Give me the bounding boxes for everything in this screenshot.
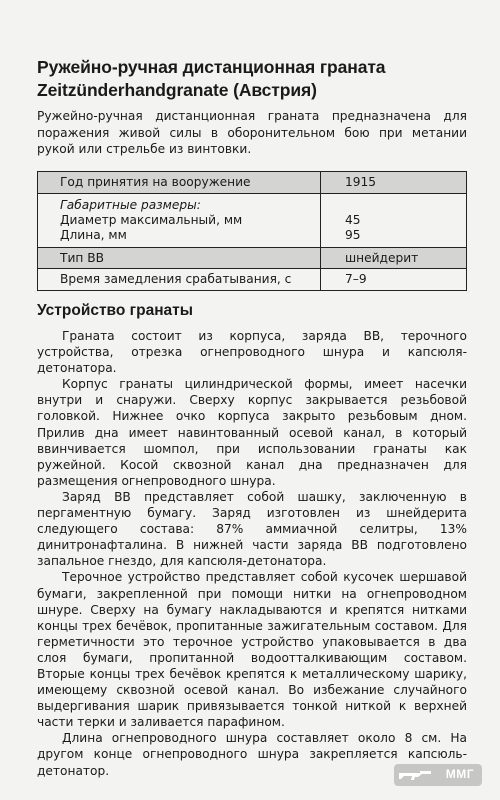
length-value: 95 [345, 228, 361, 242]
table-row-delay [38, 269, 466, 291]
delay-label: Время замедления срабатывания, с [60, 272, 292, 286]
length-label: Длина, мм [60, 228, 127, 242]
explosive-label: Тип ВВ [60, 251, 104, 265]
table-row-year [38, 172, 466, 194]
paragraph: Длина огнепроводного шнура составляет около 8 см. На другом конце огнепроводного шнура закрепляется капсюль-детонатор. [37, 731, 467, 778]
page-title [37, 56, 477, 102]
title-line-russian: Ружейно-ручная дистанционная граната [37, 57, 386, 77]
title-line-german: Zeitzünderhandgranate (Австрия) [37, 80, 317, 100]
intro-paragraph: Ружейно-ручная дистанционная граната предназначена для поражения живой силы в оборонительном бою при метании рукой или стрельбе из винтовки. [37, 109, 467, 156]
table-column-divider [320, 172, 321, 290]
section-body [37, 328, 467, 779]
explosive-value: шнейдерит [345, 251, 419, 265]
rifle-icon [398, 768, 432, 782]
section-heading: Устройство гранаты [37, 302, 194, 319]
delay-value: 7–9 [345, 272, 367, 286]
table-row-dimensions [38, 194, 466, 248]
specs-table [37, 171, 467, 291]
table-row-explosive [38, 248, 466, 269]
paragraph: Заряд ВВ представляет собой шашку, заключенную в пергаментную бумагу. Заряд изготовлен из шнейдерита следующего состава: 87% аммиачной селитры, 13% динитронафталина. В нижней части заряда ВВ подготовлено запальное гнездо, для капсюля-детонатора. [37, 489, 467, 569]
watermark-text: ММГ [445, 767, 474, 781]
paragraph: Граната состоит из корпуса, заряда ВВ, терочного устройства, отрезка огнепроводного шнура и капсюля-детонатора. [37, 329, 467, 376]
year-label: Год принятия на вооружение [60, 175, 251, 189]
diameter-label: Диаметр максимальный, мм [60, 213, 243, 227]
site-watermark [394, 764, 482, 786]
paragraph: Корпус гранаты цилиндрической формы, имеет насечки внутри и снаружи. Сверху корпус закрывается резьбовой головкой. Нижнее очко корпуса закрыто резьбовым дном. Прилив дна имеет навинтованный осевой канал, в который ввинчивается шомпол, при использовании гранаты как ружейной. Косой сквозной канал дна предназначен для размещения огнепроводного шнура. [37, 377, 467, 488]
year-value: 1915 [345, 175, 377, 189]
diameter-value: 45 [345, 213, 361, 227]
dimensions-heading: Габаритные размеры: [60, 198, 201, 212]
paragraph: Терочное устройство представляет собой кусочек шершавой бумаги, закрепленной при помощи нитки на огнепроводном шнуре. Сверху на бумагу накладываются и крепятся нитками концы трех бечёвок, пропитанные зажигательным составом. Для герметичности это терочное устройство упаковывается в два слоя бумаги, пропитанной водоотталкивающим составом. Вторые концы трех бечёвок крепятся к металлическому шарику, имеющему сквозной осевой канал. Во избежание случайного выдергивания шарик привязывается тонкой ниткой к верхней части терки и заливается парафином. [37, 570, 467, 730]
